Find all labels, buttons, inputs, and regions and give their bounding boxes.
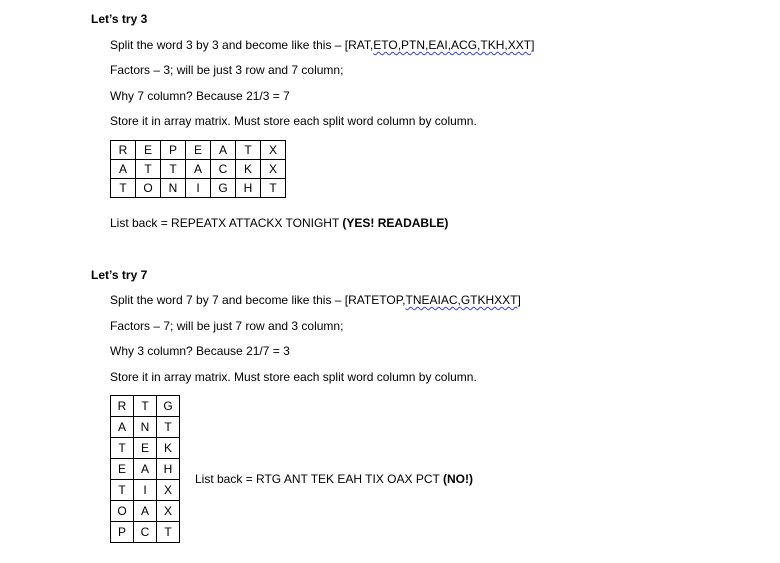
matrix-cell: E	[134, 438, 157, 459]
matrix-cell: A	[134, 501, 157, 522]
section7-why-line: Why 3 column? Because 21/7 = 3	[110, 344, 290, 358]
matrix-cell: T	[111, 179, 136, 198]
matrix-cell: I	[134, 480, 157, 501]
matrix-row	[111, 522, 180, 543]
matrix-cell: A	[211, 141, 236, 160]
section3-split-prefix: Split the word 3 by 3 and become like this – [RAT,	[110, 38, 374, 52]
matrix-row	[111, 501, 180, 522]
matrix-cell: A	[111, 417, 134, 438]
matrix-cell: T	[111, 438, 134, 459]
section3-store-line: Store it in array matrix. Must store each split word column by column.	[110, 114, 477, 128]
matrix-cell: P	[161, 141, 186, 160]
matrix-cell: T	[261, 179, 286, 198]
matrix-cell: R	[111, 396, 134, 417]
matrix-row	[111, 179, 286, 198]
section7-list-back-verdict: (NO!)	[442, 472, 473, 486]
matrix-cell: O	[136, 179, 161, 198]
matrix-cell: T	[136, 160, 161, 179]
matrix-cell: G	[157, 396, 180, 417]
section7-list-back	[195, 472, 473, 486]
matrix-row	[111, 160, 286, 179]
matrix-cell: T	[157, 522, 180, 543]
section3-list-back-text: List back = REPEATX ATTACKX TONIGHT	[110, 216, 343, 230]
matrix-cell: N	[134, 417, 157, 438]
matrix-cell: T	[134, 396, 157, 417]
matrix-cell: H	[236, 179, 261, 198]
section7-split-line	[110, 293, 521, 307]
section7-split-suffix: ]	[517, 293, 521, 307]
section7-matrix-table	[110, 395, 180, 543]
section3-list-back-verdict: (YES! READABLE)	[342, 216, 449, 230]
matrix-cell: K	[236, 160, 261, 179]
section7-factors-line: Factors – 7; will be just 7 row and 3 column;	[110, 319, 344, 333]
matrix-cell: H	[157, 459, 180, 480]
matrix-row	[111, 396, 180, 417]
section3-split-line	[110, 38, 534, 52]
section7-split-prefix: Split the word 7 by 7 and become like this – [RATETOP,	[110, 293, 406, 307]
matrix-cell: G	[211, 179, 236, 198]
section7-list-back-text: List back = RTG ANT TEK EAH TIX OAX PCT	[195, 472, 443, 486]
matrix-cell: X	[157, 501, 180, 522]
section3-why-line: Why 7 column? Because 21/3 = 7	[110, 89, 290, 103]
matrix-cell: I	[186, 179, 211, 198]
matrix-cell: A	[134, 459, 157, 480]
section3-list-back	[110, 216, 448, 230]
matrix-cell: X	[157, 480, 180, 501]
section7-store-line: Store it in array matrix. Must store each split word column by column.	[110, 370, 477, 384]
matrix-cell: R	[111, 141, 136, 160]
matrix-cell: T	[111, 480, 134, 501]
matrix-cell: C	[134, 522, 157, 543]
matrix-row	[111, 417, 180, 438]
matrix-cell: O	[111, 501, 134, 522]
matrix-cell: E	[111, 459, 134, 480]
section3-matrix-table	[110, 140, 286, 198]
section7-heading: Let’s try 7	[91, 268, 148, 282]
matrix-cell: A	[111, 160, 136, 179]
matrix-row	[111, 141, 286, 160]
matrix-cell: T	[157, 417, 180, 438]
matrix-cell: T	[236, 141, 261, 160]
section3-heading: Let’s try 3	[91, 12, 148, 26]
matrix-cell: T	[161, 160, 186, 179]
matrix-cell: X	[261, 141, 286, 160]
matrix-cell: X	[261, 160, 286, 179]
section3-split-underlined: ETO,PTN,EAI,ACG,TKH,XXT	[373, 38, 532, 52]
matrix-cell: K	[157, 438, 180, 459]
matrix-row	[111, 480, 180, 501]
matrix-row	[111, 459, 180, 480]
section7-split-underlined: TNEAIAC,GTKHXXT	[405, 293, 518, 307]
matrix-row	[111, 438, 180, 459]
matrix-cell: P	[111, 522, 134, 543]
section3-split-suffix: ]	[531, 38, 535, 52]
matrix-cell: E	[136, 141, 161, 160]
matrix-cell: N	[161, 179, 186, 198]
section3-factors-line: Factors – 3; will be just 3 row and 7 column;	[110, 63, 344, 77]
matrix-cell: C	[211, 160, 236, 179]
matrix-cell: E	[186, 141, 211, 160]
matrix-cell: A	[186, 160, 211, 179]
